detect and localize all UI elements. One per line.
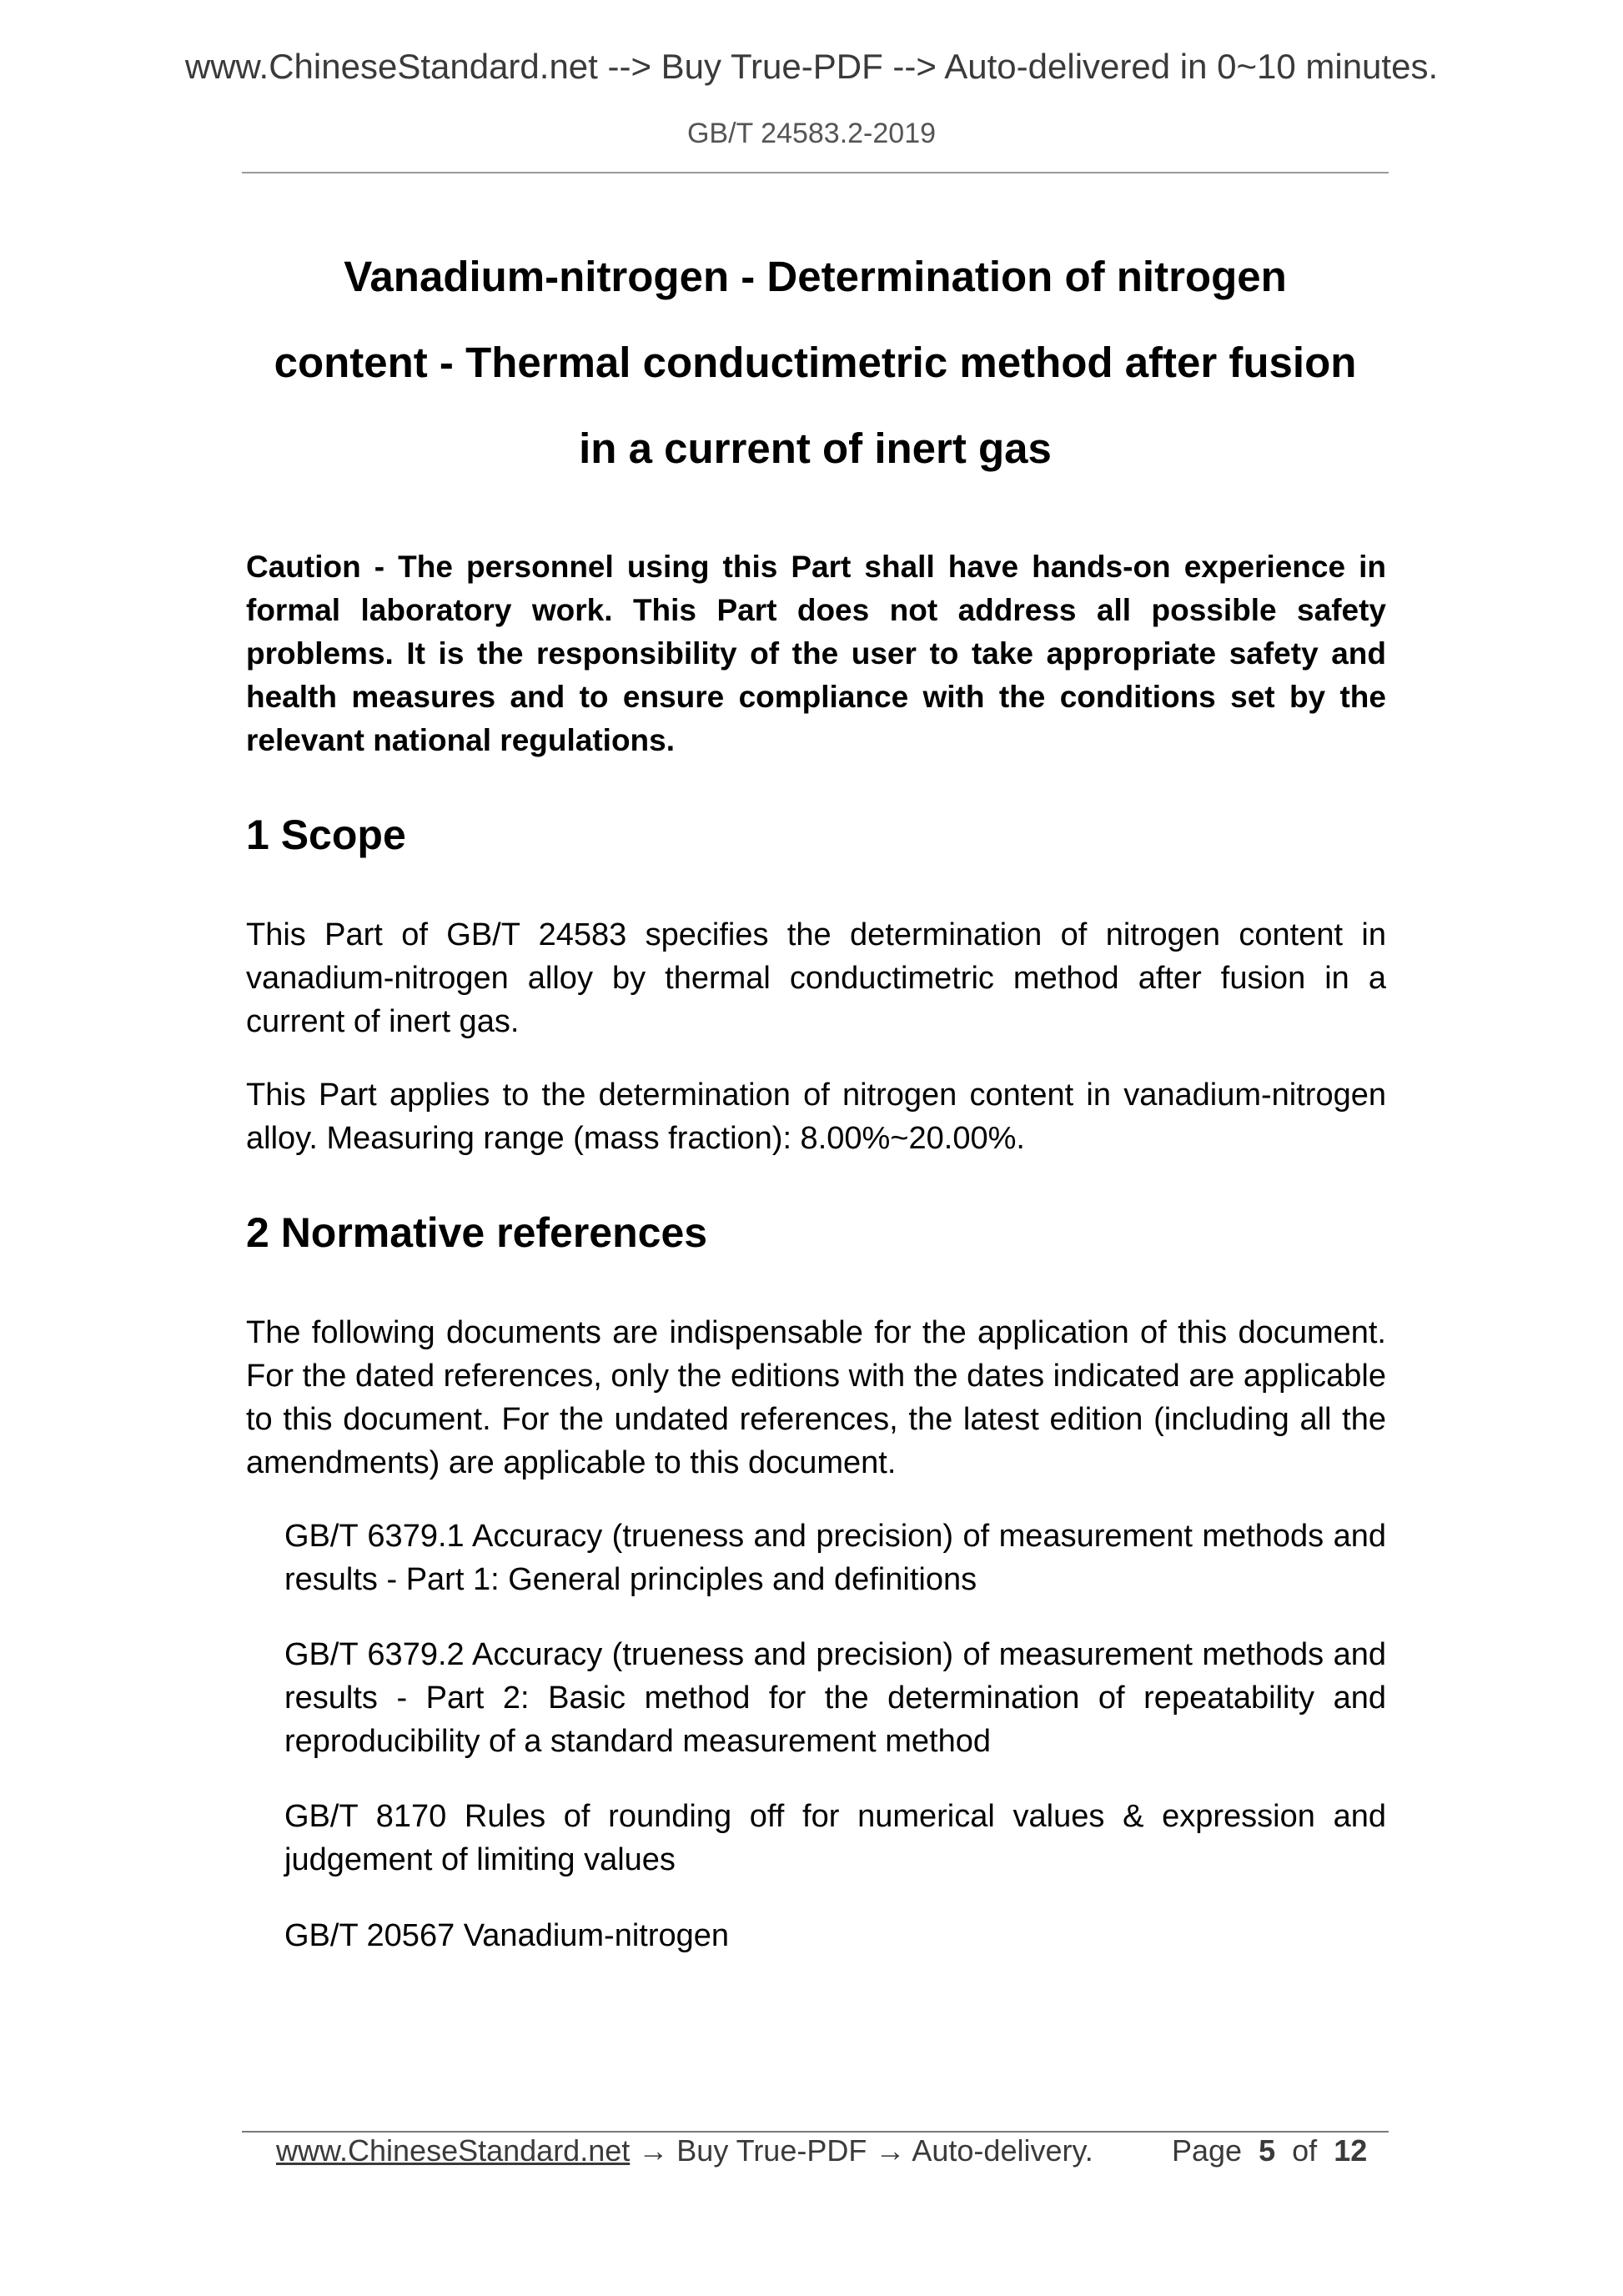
caution-notice: Caution - The personnel using this Part shall have hands-on experience in formal laboratory work. This Part does not address all possible safety problems. It is the responsibility of the user to take appropriate safety and health measures and to ensure compliance with the conditions set by the relevant national regulations. bbox=[246, 550, 1386, 757]
page-total: 12 bbox=[1334, 2133, 1368, 2168]
reference-item: GB/T 6379.2 Accuracy (trueness and precision) of measurement methods and results - Part 2: Basic method for the determination of repeatability and reproducibility of a standard measurement method bbox=[284, 1637, 1386, 1759]
footer-divider bbox=[242, 2131, 1389, 2133]
header-divider bbox=[242, 172, 1389, 173]
section-heading-normative-references: 2 Normative references bbox=[246, 1209, 708, 1256]
page-indicator bbox=[1172, 2133, 1367, 2168]
reference-item: GB/T 20567 Vanadium-nitrogen bbox=[284, 1918, 730, 1953]
references-intro-paragraph: The following documents are indispensable for the application of this document. For the dated references, only the editions with the dates indicated are applicable to this document. For the undated references, the latest edition (including all the amendments) are applicable to this document. bbox=[246, 1315, 1386, 1480]
header-banner: www.ChineseStandard.net --> Buy True-PDF --> Auto-delivered in 0~10 minutes. bbox=[184, 47, 1439, 86]
scope-paragraph-1: This Part of GB/T 24583 specifies the determination of nitrogen content in vanadium-nitrogen alloy by thermal conductimetric method after fusion in a current of inert gas. bbox=[246, 917, 1386, 1039]
section-heading-scope: 1 Scope bbox=[246, 811, 406, 858]
scope-paragraph-2: This Part applies to the determination of nitrogen content in vanadium-nitrogen alloy. Measuring range (mass fraction): 8.00%~20.00%. bbox=[246, 1078, 1386, 1156]
footer-buy-text: Buy True-PDF bbox=[676, 2133, 867, 2168]
title-line-2: content - Thermal conductimetric method after fusion bbox=[274, 339, 1357, 386]
arrow-right-icon: → bbox=[875, 2133, 906, 2168]
title-line-3: in a current of inert gas bbox=[579, 425, 1052, 472]
title-line-1: Vanadium-nitrogen - Determination of nitrogen bbox=[344, 253, 1287, 300]
page-label: Page bbox=[1172, 2133, 1243, 2168]
footer-website-link[interactable]: www.ChineseStandard.net bbox=[276, 2133, 631, 2168]
footer-delivery-text: Auto-delivery. bbox=[912, 2133, 1093, 2168]
arrow-right-icon: → bbox=[638, 2133, 669, 2168]
reference-item: GB/T 8170 Rules of rounding off for numerical values & expression and judgement of limiting values bbox=[284, 1799, 1386, 1877]
reference-item: GB/T 6379.1 Accuracy (trueness and precision) of measurement methods and results - Part 1: General principles and definitions bbox=[284, 1519, 1386, 1597]
page-current: 5 bbox=[1259, 2133, 1276, 2168]
footer-links bbox=[276, 2133, 1093, 2168]
document-code: GB/T 24583.2-2019 bbox=[686, 118, 937, 149]
document-title bbox=[209, 234, 1422, 491]
page-of-label: of bbox=[1292, 2133, 1318, 2168]
